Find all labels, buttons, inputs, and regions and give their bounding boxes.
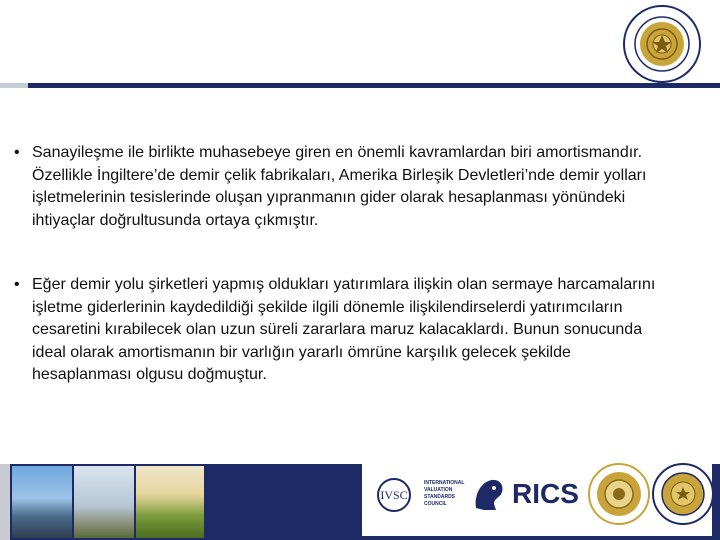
header-rule-accent — [0, 83, 28, 88]
farmland-photo — [136, 466, 204, 538]
ivsc-logo-emblem — [366, 477, 422, 513]
university-seal-logo — [622, 4, 702, 84]
slide-content — [14, 142, 674, 387]
bullet-marker: • — [14, 144, 20, 161]
city-skyline-photo — [12, 466, 72, 538]
skyscraper-photo — [74, 466, 134, 538]
footer-strip — [0, 464, 10, 540]
bullet-text: Eğer demir yolu şirketleri yapmış oldukları yatırımlara ilişkin olan sermaye harcamalarını işletme giderlerinin kaydedildiği şekilde ilgili dönemle ilişkilendirselerdi yatırımcıların cesaretini kırabilecek olan uzun süreli zararlara maruz kalacaklardı. Bunun sonucunda ideal olarak amortismanın bir varlığın yararlı ömrüne karşılık gelecek şekilde hesaplanması olgusu doğmuştur. — [32, 276, 656, 383]
university-seal-logo-footer — [652, 463, 714, 525]
ivsc-acronym: IVSC — [380, 488, 408, 502]
rics-logo-text: RICS — [512, 478, 579, 509]
seal-logo-gold — [588, 463, 650, 525]
header-rule — [0, 83, 720, 88]
ivsc-name: INTERNATIONAL VALUATION STANDARDS COUNCIL — [424, 480, 465, 507]
bullet-marker: • — [14, 276, 20, 293]
bullet-text: Sanayileşme ile birlikte muhasebeye giren en önemli kavramlardan biri amortismandır. Özellikle İngiltere’de demir çelik fabrikaları, Amerika Birleşik Devletleri’nde demir yolları işletmelerinin tesislerinde oluşan yıpranmanın gider olarak hesaplanması yönündeki ihtiyaçlar doğrultusunda ortaya çıkmıştır. — [32, 144, 647, 229]
bullet-item — [14, 142, 674, 232]
rics-lion-icon — [470, 474, 508, 514]
bullet-item — [14, 274, 674, 387]
